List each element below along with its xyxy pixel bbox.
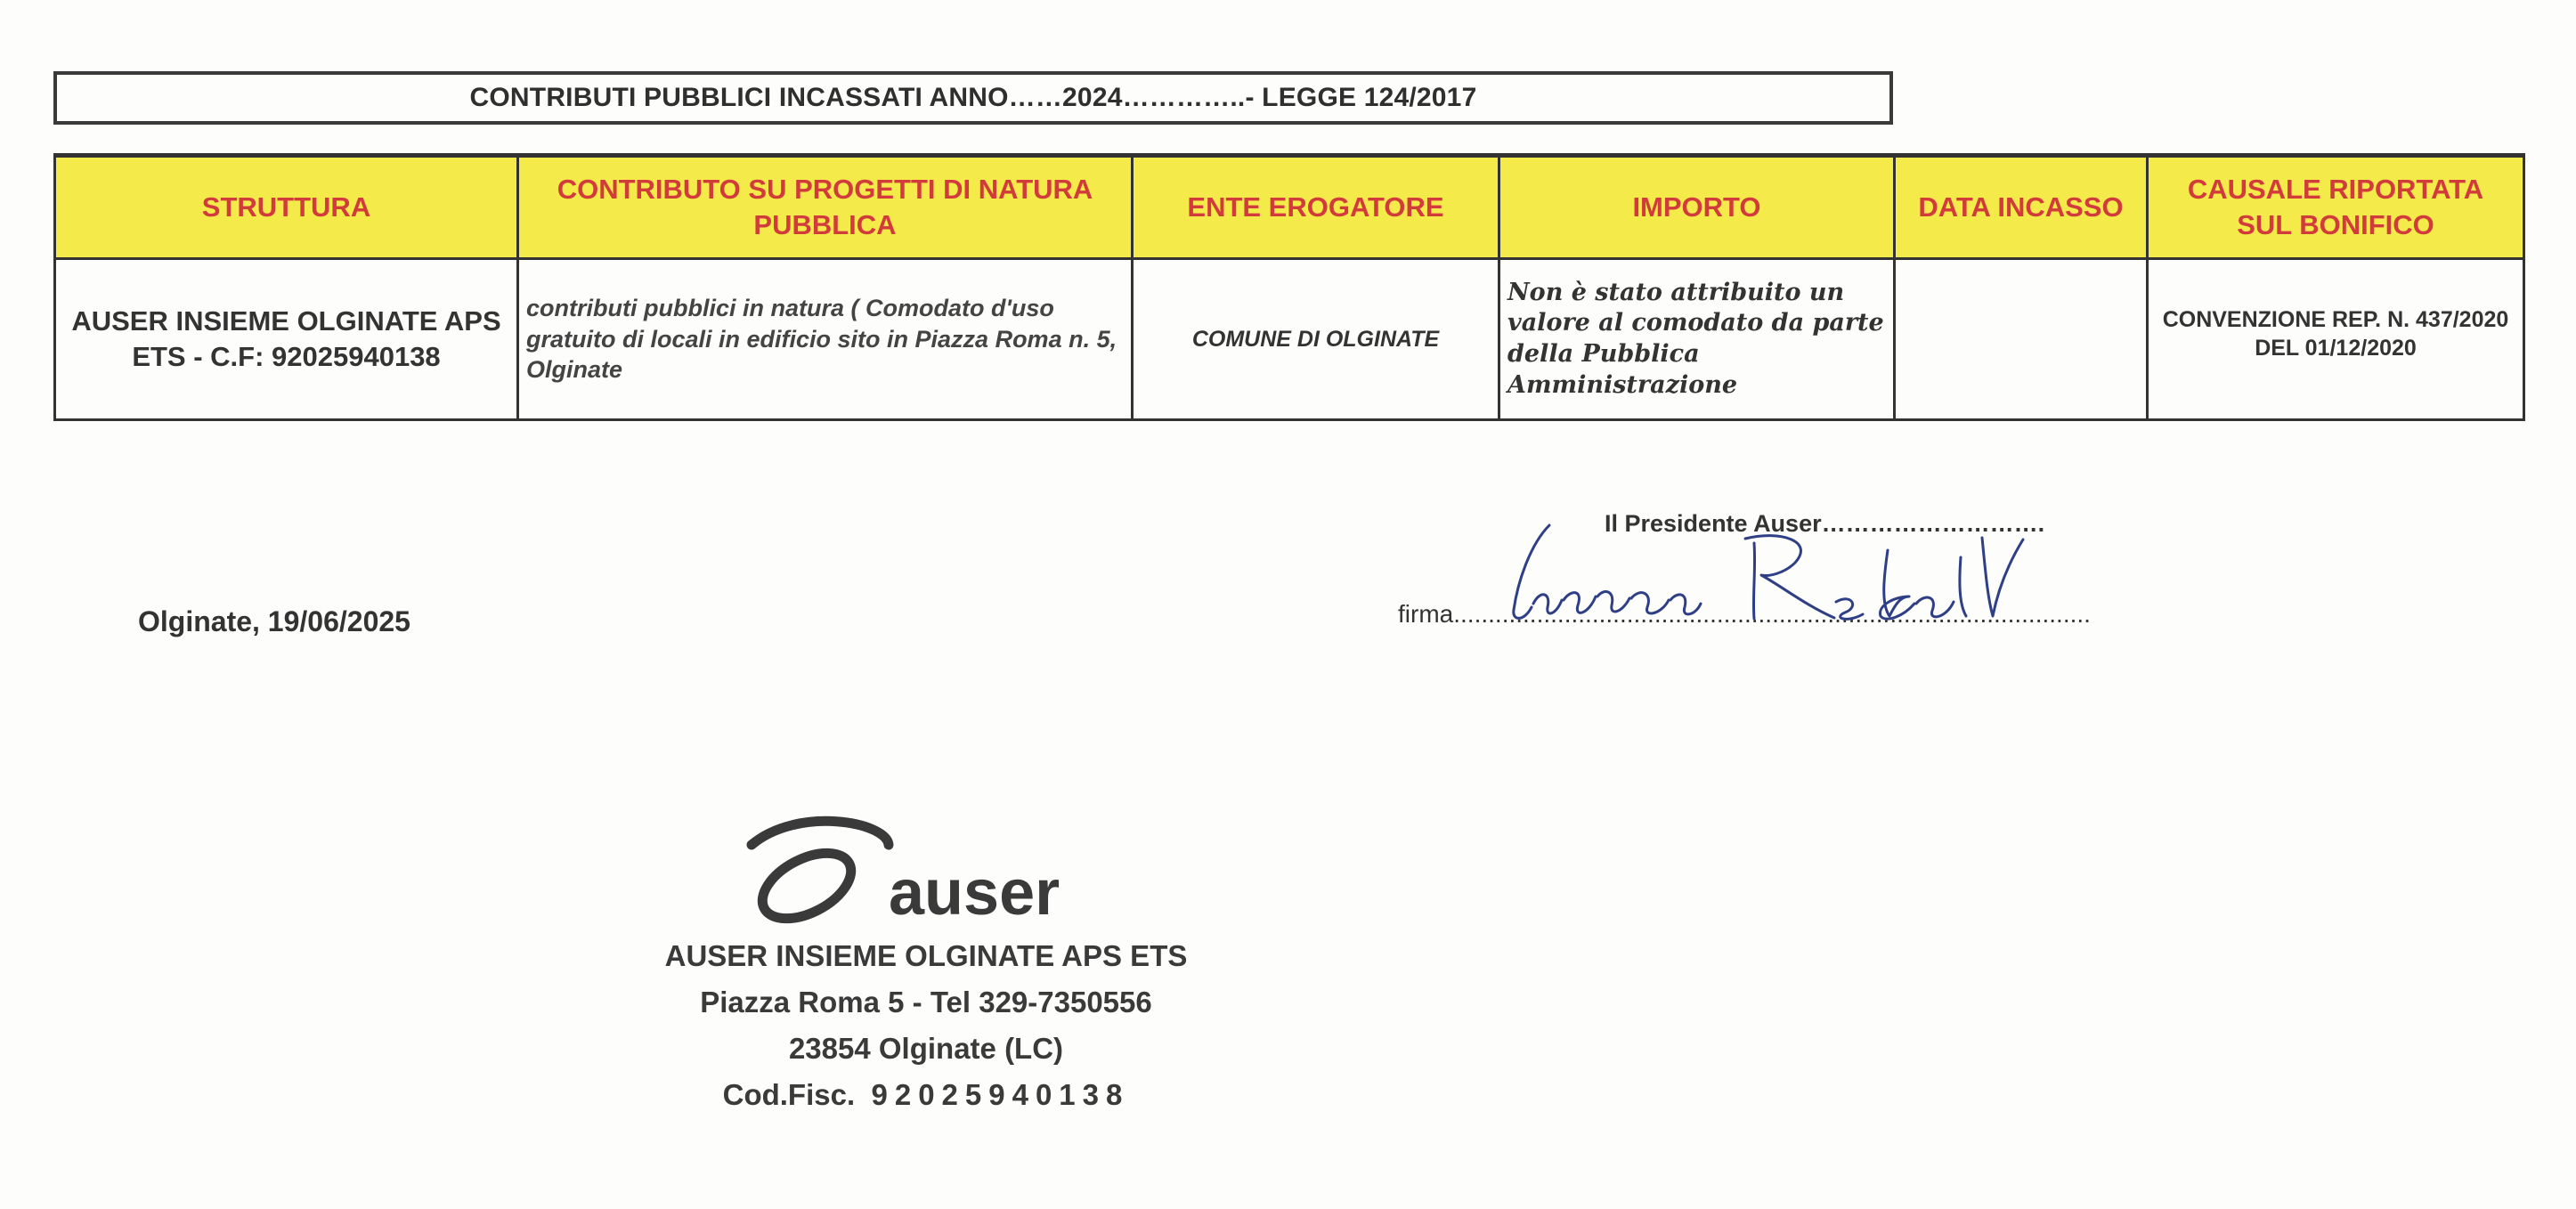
cell-importo: Non è stato attribuito un valore al comodato da parte della Pubblica Amministrazione xyxy=(1499,259,1895,420)
logo-swoosh xyxy=(752,821,889,845)
place-date: Olginate, 19/06/2025 xyxy=(138,605,410,637)
table-row xyxy=(55,259,2524,420)
col-header-struttura: STRUTTURA xyxy=(55,156,518,259)
stamp-cod-fisc xyxy=(659,1072,1193,1118)
stamp-cod-fisc-value: 92025940138 xyxy=(871,1078,1130,1111)
col-header-importo: IMPORTO xyxy=(1499,156,1895,259)
cell-causale: CONVENZIONE REP. N. 437/2020 DEL 01/12/2020 xyxy=(2148,259,2524,420)
col-header-causale: CAUSALE RIPORTATA SUL BONIFICO xyxy=(2148,156,2524,259)
logo-ring xyxy=(752,840,862,926)
cell-struttura: AUSER INSIEME OLGINATE APS ETS - C.F: 92025940138 xyxy=(55,259,518,420)
stamp-org-name: AUSER INSIEME OLGINATE APS ETS xyxy=(664,939,1188,972)
table-header-row xyxy=(55,156,2524,259)
firma-label: firma xyxy=(1398,600,1454,628)
cell-data-incasso xyxy=(1895,259,2148,420)
stamp-city: 23854 Olginate (LC) xyxy=(788,1032,1064,1065)
document-title: CONTRIBUTI PUBBLICI INCASSATI ANNO……2024…………..- LEGGE 124/2017 xyxy=(53,71,1893,125)
contributions-table xyxy=(53,153,2525,421)
stamp-address: Piazza Roma 5 - Tel 329-7350556 xyxy=(700,986,1152,1018)
cell-contributo: contributi pubblici in natura ( Comodato d'uso gratuito di locali in edificio sito in Piazza Roma n. 5, Olginate xyxy=(518,259,1133,420)
organization-stamp xyxy=(659,933,1193,1118)
presidente-label: Il Presidente Auser………………………. xyxy=(1605,510,2045,537)
col-header-contributo: CONTRIBUTO SU PROGETTI DI NATURA PUBBLICA xyxy=(518,156,1133,259)
stamp-cod-fisc-label: Cod.Fisc. xyxy=(722,1078,856,1111)
logo-wordmark: auser xyxy=(889,857,1060,926)
firma-dots: ............................................................................................ xyxy=(1453,600,2091,628)
auser-logo xyxy=(744,815,1092,926)
col-header-data-incasso: DATA INCASSO xyxy=(1895,156,2148,259)
col-header-ente: ENTE EROGATORE xyxy=(1133,156,1499,259)
cell-ente: COMUNE DI OLGINATE xyxy=(1133,259,1499,420)
handwritten-signature xyxy=(1478,507,2030,641)
